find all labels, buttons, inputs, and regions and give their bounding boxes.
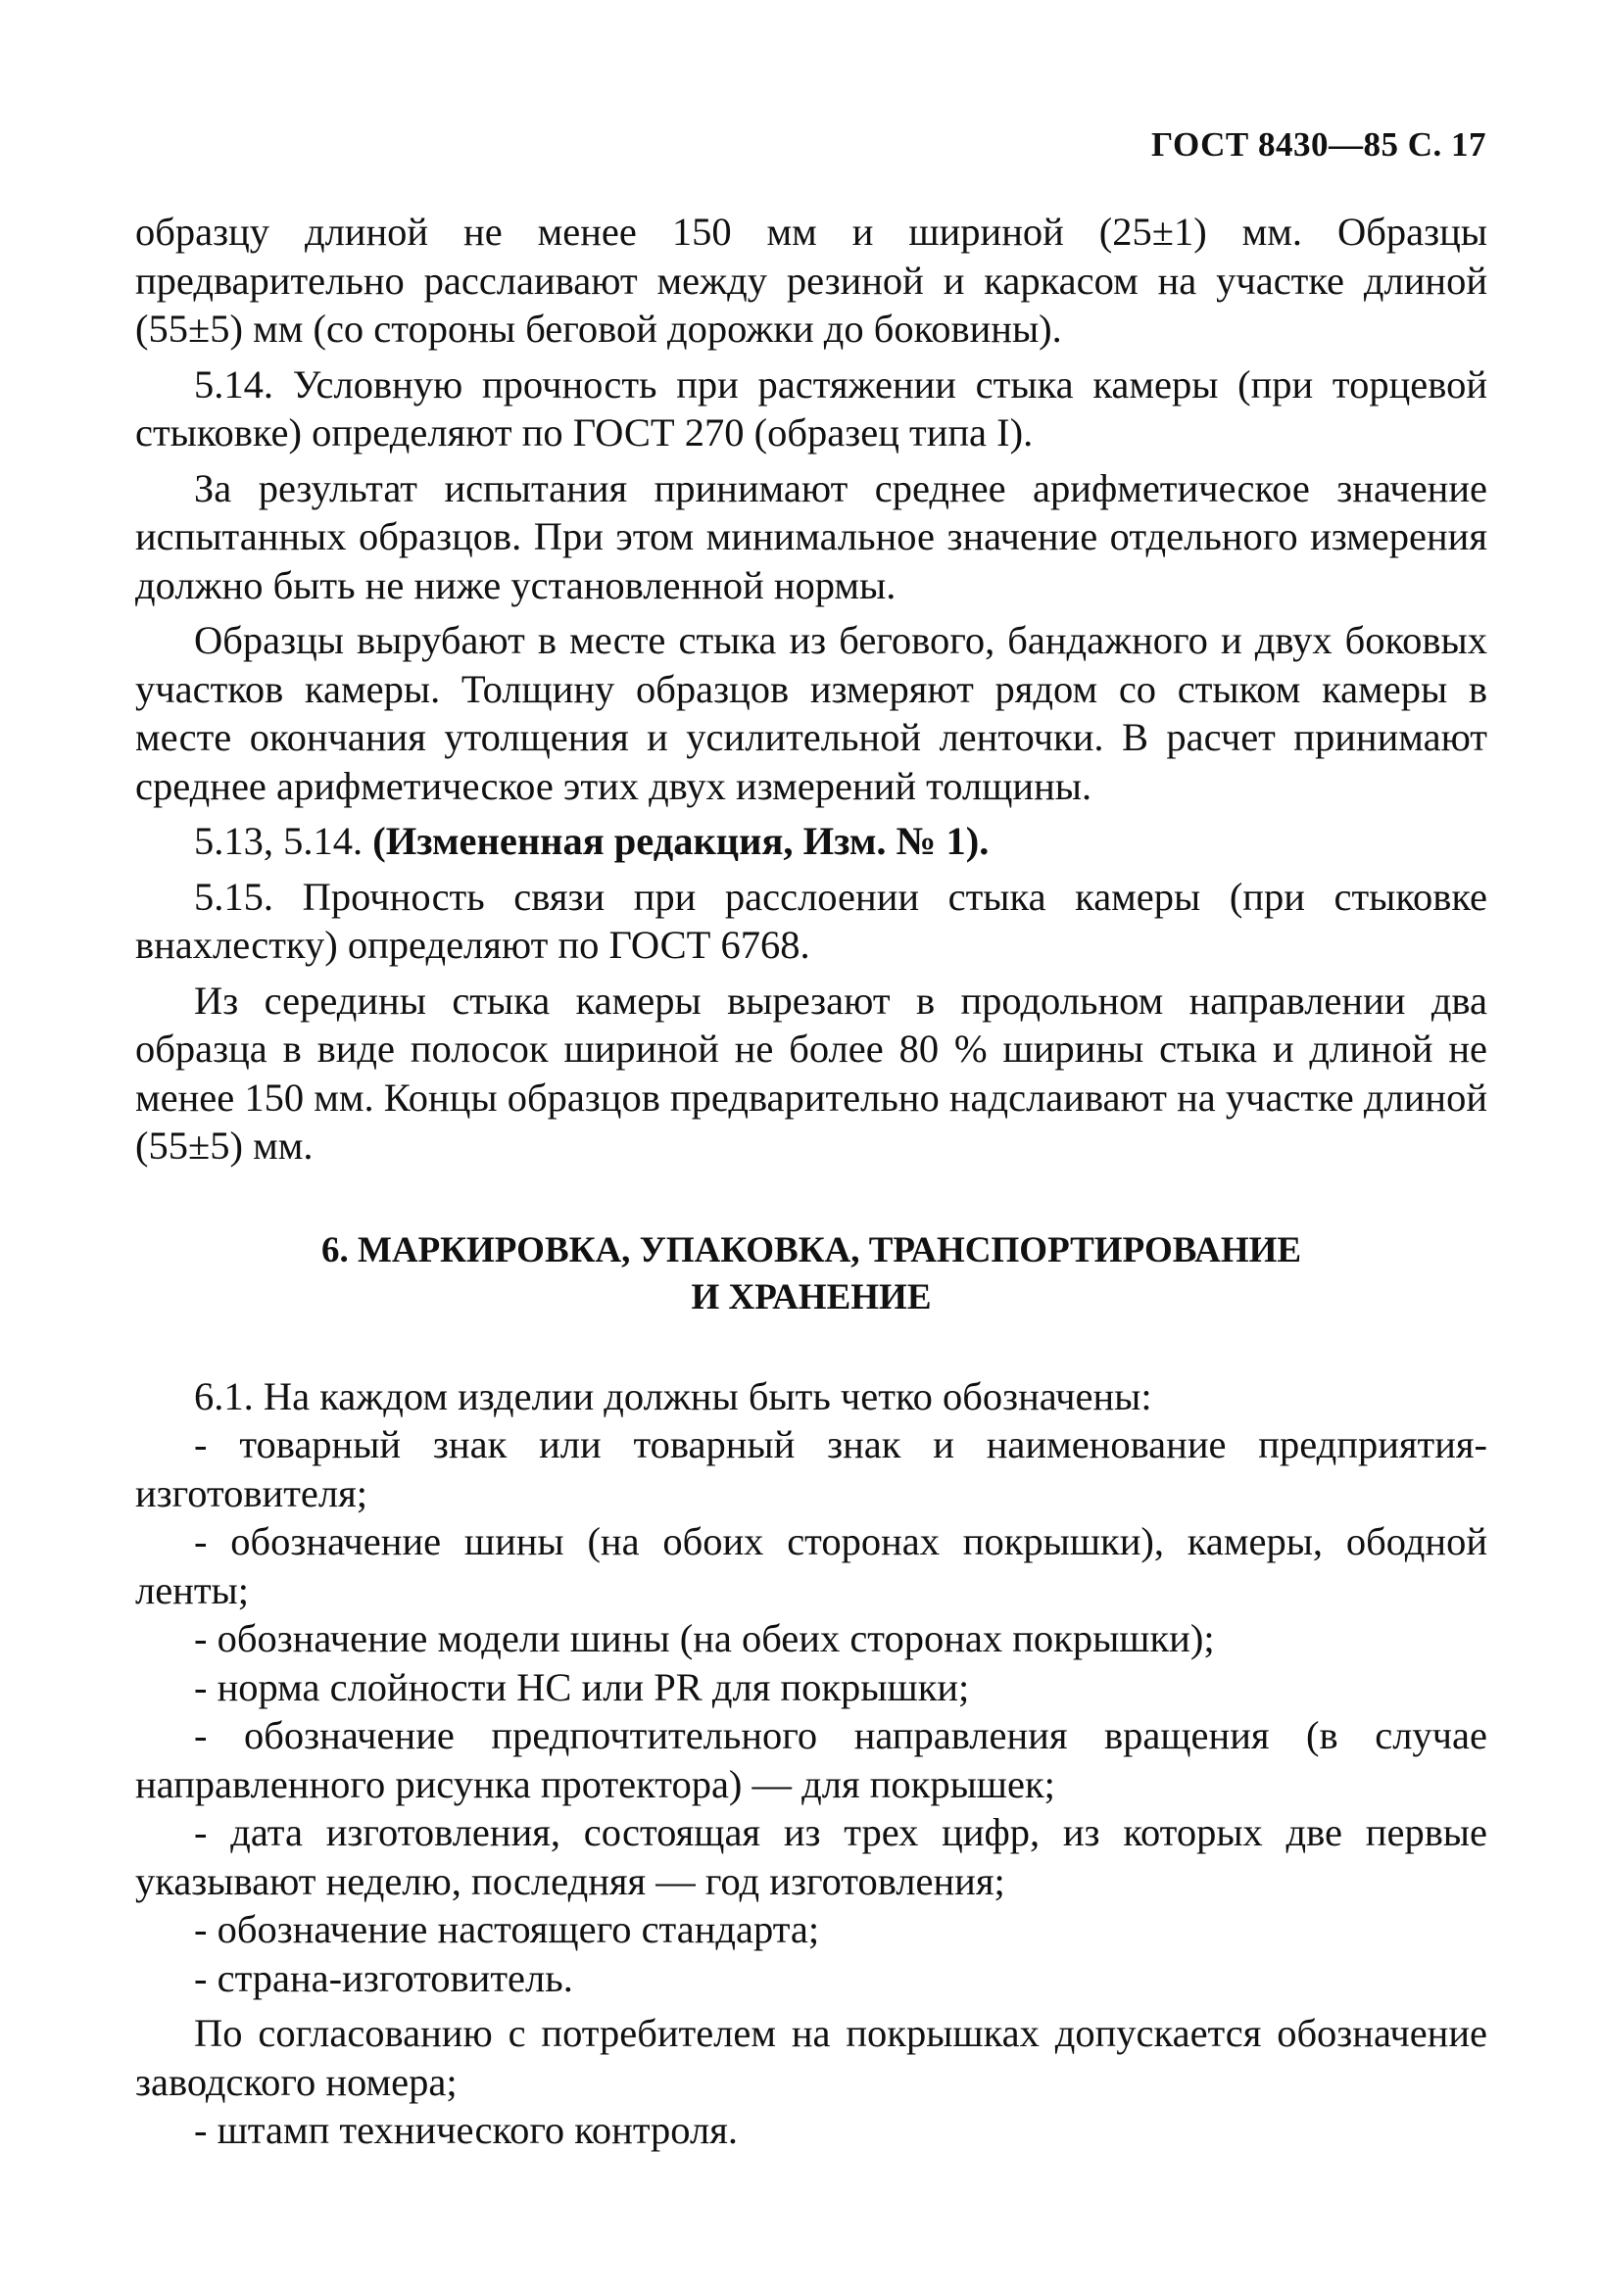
paragraph-result: За результат испытания принимают среднее арифметическое значение испытанных образцов. При этом минимальное значение отдельного измерения должно быть не ниже установленной нормы.	[135, 465, 1487, 607]
edit-note	[135, 817, 1487, 866]
page-header: ГОСТ 8430—85 С. 17	[1151, 125, 1486, 164]
edit-note-prefix: 5.13, 5.14.	[194, 819, 373, 863]
clause-6-1: 6.1. На каждом изделии должны быть четко обозначены:	[194, 1373, 1152, 1418]
list-item: - обозначение предпочтительного направления вращения (в случае направленного рисунка протектора) — для покрышек;	[135, 1713, 1487, 1806]
section-title	[135, 1227, 1487, 1321]
section-title-line-2: И ХРАНЕНИЕ	[691, 1276, 932, 1317]
list-item: - дата изготовления, состоящая из трех цифр, из которых две первые указывают неделю, последняя — год изготовления;	[135, 1810, 1487, 1903]
paragraph-agreement: По согласованию с потребителем на покрышках допускается обозначение заводского номера;	[135, 2011, 1487, 2104]
list-item-last: - штамп технического контроля.	[194, 2108, 738, 2152]
list-item: - обозначение настоящего стандарта;	[194, 1907, 820, 1951]
paragraph-5-14: 5.14. Условную прочность при растяжении стыка камеры (при торцевой стыковке) определяют по ГОСТ 270 (образец типа I).	[135, 361, 1487, 454]
list-item: - норма слойности НС или PR для покрышки;	[194, 1664, 970, 1709]
list-item: - товарный знак или товарный знак и наименование предприятия-изготовителя;	[135, 1422, 1487, 1515]
paragraph-continuation: образцу длиной не менее 150 мм и шириной (25±1) мм. Образцы предварительно расслаивают между резиной и каркасом на участке длиной (55±5) мм (со стороны беговой дорожки до боковины).	[135, 210, 1487, 351]
edit-note-bold: (Измененная редакция, Изм. № 1).	[372, 819, 990, 863]
list-item: - обозначение модели шины (на обеих сторонах покрышки);	[194, 1616, 1215, 1660]
paragraph-samples: Образцы вырубают в месте стыка из бегового, бандажного и двух боковых участков камеры. Толщину образцов измеряют рядом со стыком камеры в месте окончания утолщения и усилительной ленточки. В расчет принимают среднее арифметическое этих двух измерений толщины.	[135, 618, 1487, 808]
list-item: - обозначение шины (на обоих сторонах покрышки), камеры, ободной ленты;	[135, 1519, 1487, 1612]
section-title-line-1: 6. МАРКИРОВКА, УПАКОВКА, ТРАНСПОРТИРОВАНИЕ	[320, 1229, 1302, 1270]
paragraph-5-15: 5.15. Прочность связи при расслоении стыка камеры (при стыковке внахлестку) определяют по ГОСТ 6768.	[135, 874, 1487, 967]
page-content	[135, 208, 1487, 2155]
list-item: - страна-изготовитель.	[194, 1955, 573, 2000]
paragraph-cutting: Из середины стыка камеры вырезают в продольном направлении два образца в виде полосок шириной не более 80 % ширины стыка и длиной не менее 150 мм. Концы образцов предварительно надслаивают на участке длиной (55±5) мм.	[135, 978, 1487, 1168]
